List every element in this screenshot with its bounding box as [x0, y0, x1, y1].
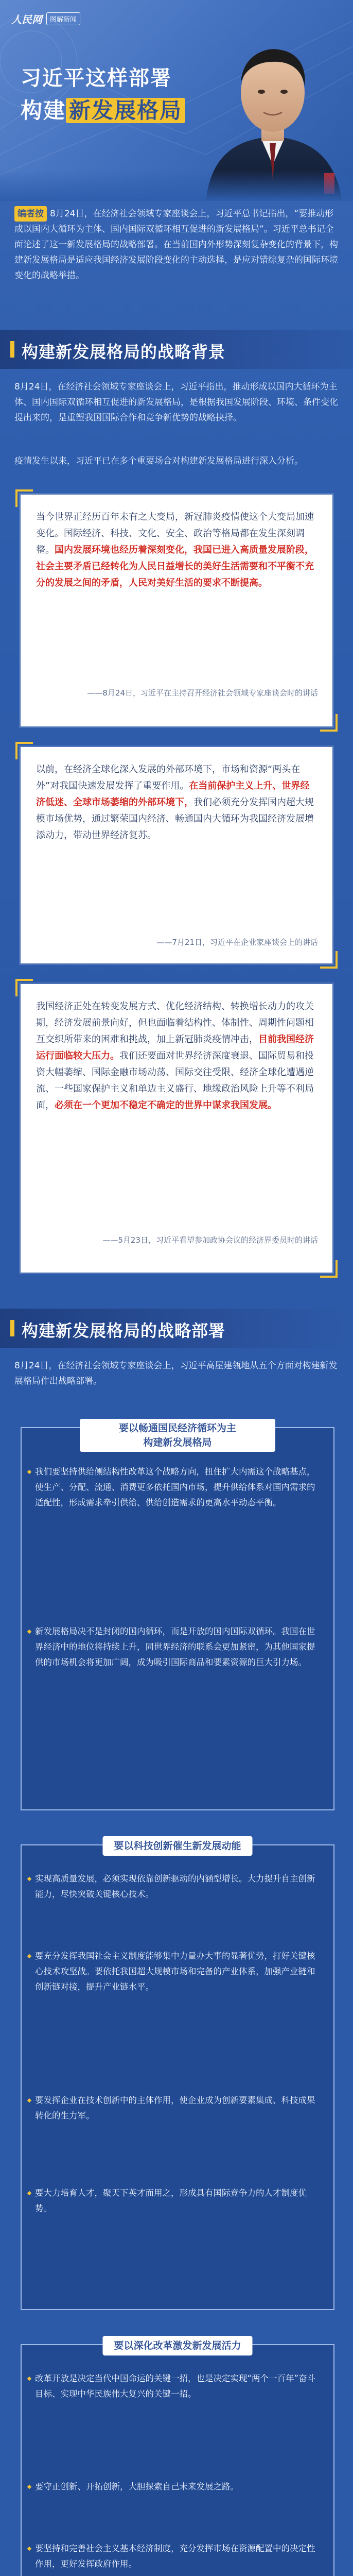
quote-body-1: [36, 509, 317, 591]
logo-sub: 图解新闻: [46, 12, 80, 25]
diamond-bullet-icon: [27, 1630, 31, 1634]
diamond-bullet-icon: [27, 1954, 31, 1958]
title-pre: 构建: [21, 98, 66, 123]
quote-text: 以前，在经济全球化深入发展的外部环境下，市场和资源“两头在外”对我国快速发展发挥了重要作用。: [36, 764, 301, 791]
panel-item-text: 实现高质量发展，必须实现依靠创新驱动的内涵型增长。大力提升自主创新能力，尽快突破关键核心技术。: [35, 1874, 315, 1899]
quote-emphasis: 在当前保护主义上升、世界经济低迷、全球市场萎缩的外部环境下，: [36, 781, 310, 808]
section-title-deployment: 构建新发展格局的战略部署: [22, 1321, 226, 1341]
panel-item: [35, 2541, 320, 2572]
corner-decor: [15, 742, 33, 759]
panel-item: [35, 1948, 320, 1995]
diamond-bullet-icon: [27, 2098, 31, 2103]
deployment-panel-2: [21, 1840, 334, 2310]
panel-title-line: 要以畅通国民经济循环为主: [118, 1422, 236, 1434]
corner-decor: [320, 1260, 338, 1278]
quote-emphasis: 必须在一个更加不稳定不确定的世界中谋求我国发展。: [55, 1100, 277, 1111]
diamond-bullet-icon: [27, 2485, 31, 2489]
corner-decor: [320, 951, 338, 969]
quote-text: 我们必须充分发挥国内超大规模市场优势，通过繁荣国内经济、畅通国内大循环为我国经济发展增添动力，带动世界经济复苏。: [36, 797, 314, 841]
quote-card-3: [21, 984, 332, 1273]
panel-item: [35, 2479, 320, 2495]
site-logo: [11, 11, 80, 26]
corner-decor: [15, 979, 33, 996]
page-title-line1: 习近平这样部署: [21, 66, 172, 90]
quote-body-2: [36, 761, 317, 844]
diamond-bullet-icon: [27, 2191, 31, 2195]
diamond-bullet-icon: [27, 1470, 31, 1474]
panel-title-line: 构建新发展格局: [143, 1437, 212, 1448]
panel-item: [35, 2093, 320, 2124]
deployment-panel-3: [21, 2340, 334, 2576]
section-accent: [10, 341, 14, 358]
deployment-intro: 8月24日，在经济社会领域专家座谈会上，习近平高屋建瓴地从五个方面对构建新发展格局作出战略部署。: [14, 1361, 338, 1386]
panel-title-3: 要以深化改革激发新发展活力: [102, 2336, 252, 2355]
panel-item-text: 改革开放是决定当代中国命运的关键一招，也是决定实现“两个一百年”奋斗目标、实现中华民族伟大复兴的关键一招。: [35, 2374, 316, 2399]
editor-note-tag: 编者按: [14, 206, 47, 222]
section-header-background: [0, 330, 353, 369]
panel-item-text: 新发展格局决不是封闭的国内循环，而是开放的国内国际双循环。我国在世界经济中的地位将持续上升，同世界经济的联系会更加紧密，为其他国家提供的市场机会将更加广阔，成为吸引国际商品和要素资源的巨大引力场。: [35, 1626, 315, 1667]
quote-source-1: ——8月24日，习近平在主持召开经济社会领域专家座谈会时的讲话: [87, 688, 318, 698]
page-title-line2: [21, 94, 185, 125]
quote-emphasis: 国内发展环境也经历着深刻变化，我国已进入高质量发展阶段，社会主要矛盾已经转化为人民日益增长的美好生活需要和不平衡不充分的发展之间的矛盾，人民对美好生活的要求不断提高。: [36, 545, 314, 588]
panel-item-text: 要坚持和完善社会主义基本经济制度，充分发挥市场在资源配置中的决定性作用，更好发挥政府作用。: [35, 2544, 315, 2569]
diamond-bullet-icon: [27, 1877, 31, 1881]
panel-item-text: 要大力培育人才，聚天下英才而用之，形成具有国际竞争力的人才制度优势。: [35, 2188, 307, 2213]
logo-text: 人民网: [11, 13, 42, 26]
quote-source-3: ——5月23日，习近平看望参加政协会议的经济界委员时的讲话: [102, 1235, 318, 1245]
section-accent: [10, 1320, 14, 1336]
diamond-bullet-icon: [27, 2547, 31, 2551]
quote-card-1: [21, 495, 332, 726]
editor-note: [14, 206, 339, 283]
background-paragraph-1: 8月24日，在经济社会领域专家座谈会上，习近平指出，推动形成以国内大循环为主体、国内国际双循环相互促进的新发展格局，是根据我国发展阶段、环境、条件变化提出来的，是重塑我国国际合作和竞争新优势的战略抉择。: [14, 382, 338, 423]
panel-item-text: 要发挥企业在技术创新中的主体作用，使企业成为创新要素集成、科技成果转化的生力军。: [35, 2095, 315, 2121]
corner-decor: [320, 714, 338, 732]
quote-text: 当今世界正经历百年未有之大变局，新冠肺炎疫情使这个大变局加速变化。国际经济、科技、文化、安全、政治等格局都在发生深刻调整。: [36, 512, 314, 555]
section-title-background: 构建新发展格局的战略背景: [22, 342, 226, 362]
quote-emphasis: 目前我国经济运行面临较大压力。: [36, 1034, 314, 1061]
editor-note-text: 8月24日，在经济社会领域专家座谈会上，习近平总书记指出，“要推动形成以国内大循环为主体、国内国际双循环相互促进的新发展格局”。习近平总书记全面论述了这一新发展格局的战略部署。在当前国内外形势深刻复杂变化的背景下，构建新发展格局是适应我国经济发展阶段变化的主动选择，是应对错综复杂的国际环境变化的战略举措。: [14, 209, 338, 281]
panel-item: [35, 1624, 320, 1670]
quote-source-2: ——7月21日，习近平在企业家座谈会上的讲话: [156, 938, 318, 947]
hero-fade: [0, 170, 353, 201]
background-paragraph-2: 疫情发生以来，习近平已在多个重要场合对构建新发展格局进行深入分析。: [14, 456, 303, 466]
panel-item-text: 要守正创新、开拓创新，大胆探索自己未来发展之路。: [35, 2482, 239, 2492]
corner-decor: [15, 489, 33, 507]
panel-item-text: 要充分发挥我国社会主义制度能够集中力量办大事的显著优势，打好关键核心技术攻坚战。要依托我国超大规模市场和完备的产业体系，加强产业链和创新链对接，提升产业链水平。: [35, 1951, 315, 1992]
panel-item: [35, 1871, 320, 1902]
quote-text: 我们还要面对世界经济深度衰退、国际贸易和投资大幅萎缩、国际金融市场动荡、国际交往受限、经济全球化遭遇逆流、一些国家保护主义和单边主义盛行、地缘政治风险上升等不利局面，: [36, 1050, 314, 1111]
hero-banner: [0, 0, 353, 201]
quote-body-3: [36, 998, 317, 1114]
deployment-panel-1: [21, 1422, 334, 1810]
panel-item: [35, 1464, 320, 1511]
quote-card-2: [21, 747, 332, 963]
panel-item: [35, 2371, 320, 2402]
quote-text: 我国经济正处在转变发展方式、优化经济结构、转换增长动力的攻关期，经济发展前景向好，但也面临着结构性、体制性、周期性问题相互交织所带来的困难和挑战，加上新冠肺炎疫情冲击，: [36, 1001, 314, 1045]
diamond-bullet-icon: [27, 2377, 31, 2381]
title-highlight: 新发展格局: [66, 98, 185, 123]
section-header-deployment: [0, 1309, 353, 1348]
panel-item-text: 我们要坚持供给侧结构性改革这个战略方向，扭住扩大内需这个战略基点，使生产、分配、流通、消费更多依托国内市场，提升供给体系对国内需求的适配性，形成需求牵引供给、供给创造需求的更高水平动态平衡。: [35, 1467, 315, 1507]
panel-title-1: [80, 1419, 275, 1452]
panel-item: [35, 2185, 320, 2216]
panel-title-2: 要以科技创新催生新发展动能: [102, 1836, 252, 1856]
